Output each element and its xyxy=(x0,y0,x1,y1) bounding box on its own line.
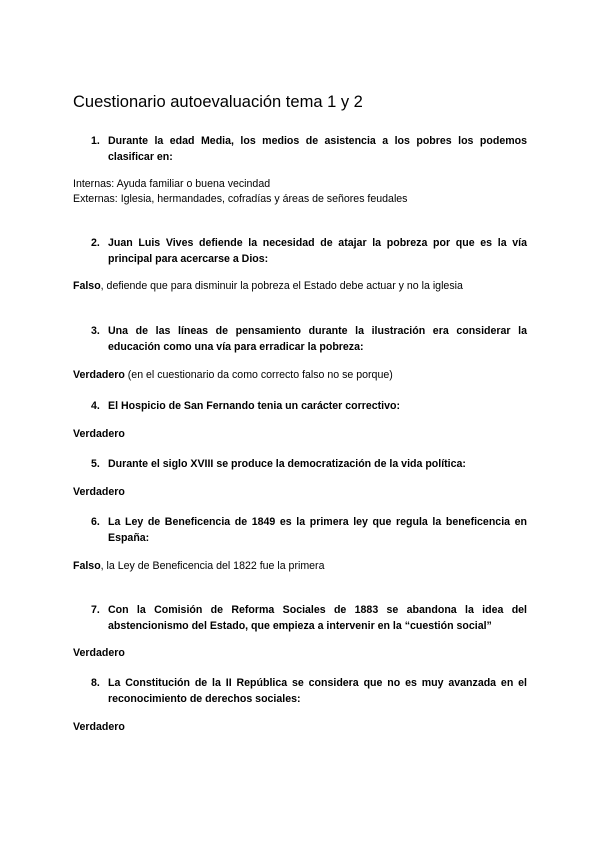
question-text: Con la Comisión de Reforma Sociales de 1883 se abandona la idea del abstencionismo del Estado, que empieza a intervenir en la “cuestión social” xyxy=(108,604,527,632)
answer-verdict: Verdadero xyxy=(73,721,125,733)
question-1 xyxy=(91,133,527,165)
answer-verdict: Verdadero xyxy=(73,647,125,659)
question-text: Durante la edad Media, los medios de asistencia a los pobres los podemos clasificar en: xyxy=(108,135,527,163)
question-text: La Ley de Beneficencia de 1849 es la primera ley que regula la beneficencia en España: xyxy=(108,516,527,544)
question-number: 8. xyxy=(91,677,100,689)
question-text: Una de las líneas de pensamiento durante la ilustración era considerar la educación como una vía para erradicar la pobreza: xyxy=(108,325,527,353)
answer-line: Internas: Ayuda familiar o buena vecindad xyxy=(73,178,271,190)
question-number: 6. xyxy=(91,516,100,528)
question-4 xyxy=(91,398,527,414)
answer-2 xyxy=(73,279,463,294)
answer-line: Externas: Iglesia, hermandades, cofradías y áreas de señores feudales xyxy=(73,193,408,205)
answer-8 xyxy=(73,720,125,735)
question-number: 3. xyxy=(91,325,100,337)
question-number: 1. xyxy=(91,135,100,147)
answer-verdict: Falso xyxy=(73,560,101,572)
answer-verdict: Verdadero xyxy=(73,486,125,498)
answer-7 xyxy=(73,646,125,661)
answer-3 xyxy=(73,368,393,383)
question-text: El Hospicio de San Fernando tenia un carácter correctivo: xyxy=(108,400,400,412)
question-3 xyxy=(91,323,527,355)
question-8 xyxy=(91,675,527,707)
question-6 xyxy=(91,514,527,546)
question-number: 4. xyxy=(91,400,100,412)
question-text: La Constitución de la II República se considera que no es muy avanzada en el reconocimiento de derechos sociales: xyxy=(108,677,527,705)
answer-6 xyxy=(73,559,324,574)
question-2 xyxy=(91,235,527,267)
answer-explanation: , la Ley de Beneficencia del 1822 fue la primera xyxy=(100,560,325,572)
answer-5 xyxy=(73,485,125,500)
question-text: Juan Luis Vives defiende la necesidad de atajar la pobreza por que es la vía principal para acercarse a Dios: xyxy=(108,237,527,265)
question-number: 2. xyxy=(91,237,100,249)
answer-1 xyxy=(73,177,407,207)
question-number: 5. xyxy=(91,458,100,470)
answer-verdict: Falso xyxy=(73,280,101,292)
answer-verdict: Verdadero xyxy=(73,369,125,381)
question-7 xyxy=(91,602,527,634)
question-text: Durante el siglo XVIII se produce la democratización de la vida política: xyxy=(108,458,466,470)
question-number: 7. xyxy=(91,604,100,616)
document-title: Cuestionario autoevaluación tema 1 y 2 xyxy=(73,93,363,111)
question-5 xyxy=(91,456,527,472)
answer-explanation: (en el cuestionario da como correcto falso no se porque) xyxy=(124,369,393,381)
answer-4 xyxy=(73,427,125,442)
answer-verdict: Verdadero xyxy=(73,428,125,440)
answer-explanation: , defiende que para disminuir la pobreza el Estado debe actuar y no la iglesia xyxy=(100,280,463,292)
